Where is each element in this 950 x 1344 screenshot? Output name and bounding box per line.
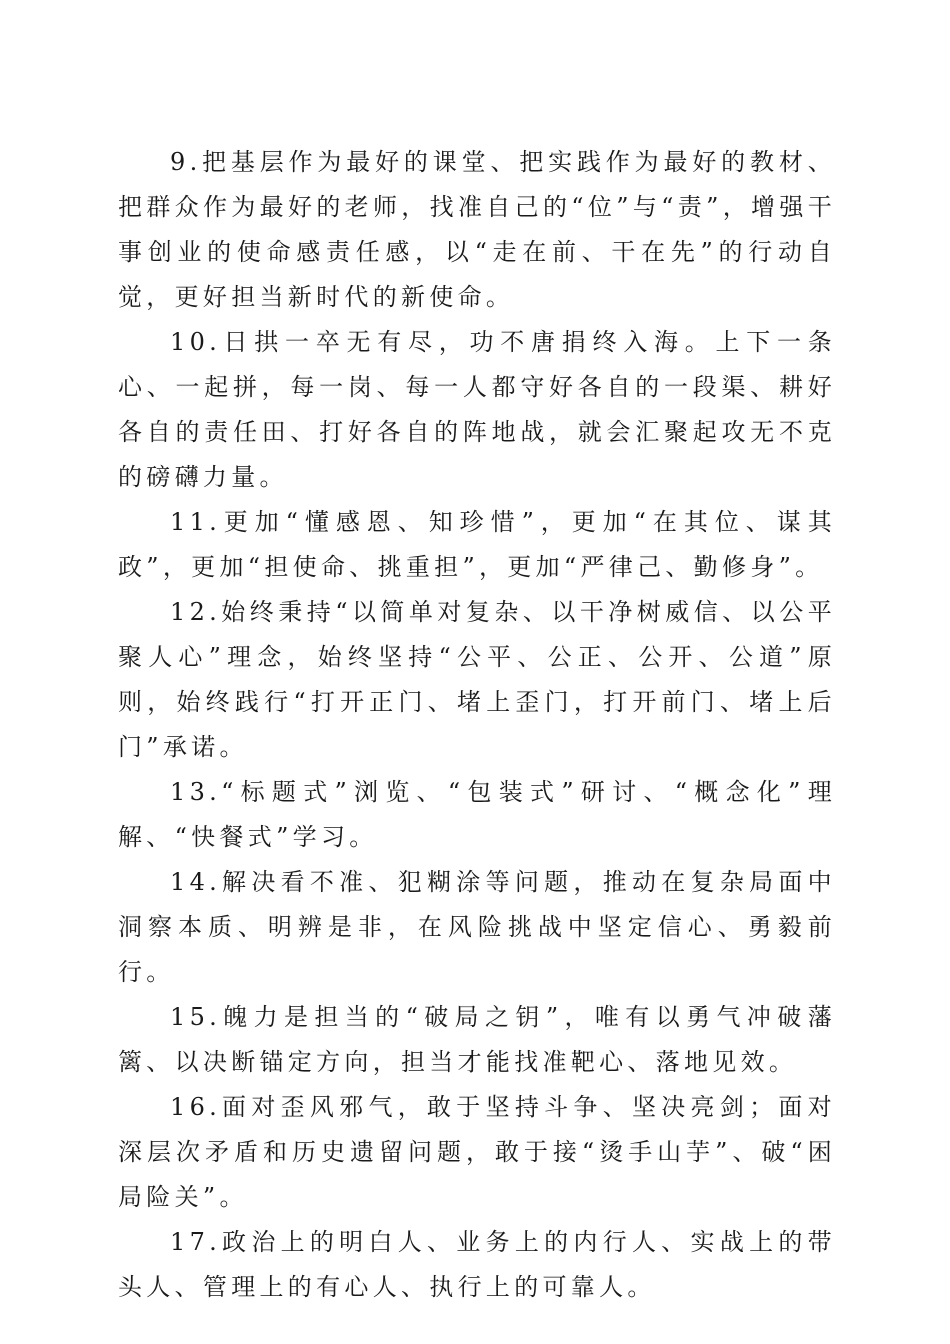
- paragraph-number: 12.: [170, 598, 222, 626]
- paragraph-12: [118, 590, 836, 770]
- paragraph-10: [118, 320, 836, 500]
- paragraph-text: “标题式”浏览、“包装式”研讨、“概念化”理解、“快餐式”学习。: [118, 778, 836, 851]
- paragraph-text: 面对歪风邪气，敢于坚持斗争、坚决亮剑；面对深层次矛盾和历史遗留问题，敢于接“烫手山芋”、破“困局险关”。: [118, 1093, 836, 1211]
- paragraph-number: 9.: [170, 148, 202, 176]
- paragraph-text: 魄力是担当的“破局之钥”，唯有以勇气冲破藩篱、以决断锚定方向，担当才能找准靶心、落地见效。: [118, 1003, 836, 1076]
- paragraph-17: [118, 1220, 836, 1310]
- paragraph-number: 10.: [170, 328, 222, 356]
- paragraph-text: 始终秉持“以简单对复杂、以干净树威信、以公平聚人心”理念，始终坚持“公平、公正、公开、公道”原则，始终践行“打开正门、堵上歪门，打开前门、堵上后门”承诺。: [118, 598, 836, 761]
- paragraph-text: 解决看不准、犯糊涂等问题，推动在复杂局面中洞察本质、明辨是非，在风险挑战中坚定信心、勇毅前行。: [118, 868, 836, 986]
- paragraph-text: 政治上的明白人、业务上的内行人、实战上的带头人、管理上的有心人、执行上的可靠人。: [118, 1228, 836, 1301]
- paragraph-text: 日拱一卒无有尽，功不唐捐终入海。上下一条心、一起拼，每一岗、每一人都守好各自的一段渠、耕好各自的责任田、打好各自的阵地战，就会汇聚起攻无不克的磅礴力量。: [118, 328, 836, 491]
- paragraph-9: [118, 140, 836, 320]
- paragraph-15: [118, 995, 836, 1085]
- paragraph-14: [118, 860, 836, 995]
- paragraph-number: 16.: [170, 1093, 222, 1121]
- paragraph-text: 把基层作为最好的课堂、把实践作为最好的教材、把群众作为最好的老师，找准自己的“位”与“责”，增强干事创业的使命感责任感，以“走在前、干在先”的行动自觉，更好担当新时代的新使命。: [118, 148, 836, 311]
- paragraph-number: 13.: [170, 778, 222, 806]
- paragraph-11: [118, 500, 836, 590]
- paragraph-number: 14.: [170, 868, 222, 896]
- paragraph-number: 11.: [170, 508, 222, 536]
- paragraph-number: 17.: [170, 1228, 222, 1256]
- document-body: [118, 140, 836, 1310]
- paragraph-13: [118, 770, 836, 860]
- paragraph-16: [118, 1085, 836, 1220]
- paragraph-text: 更加“懂感恩、知珍惜”，更加“在其位、谋其政”，更加“担使命、挑重担”，更加“严律己、勤修身”。: [118, 508, 836, 581]
- paragraph-number: 15.: [170, 1003, 222, 1031]
